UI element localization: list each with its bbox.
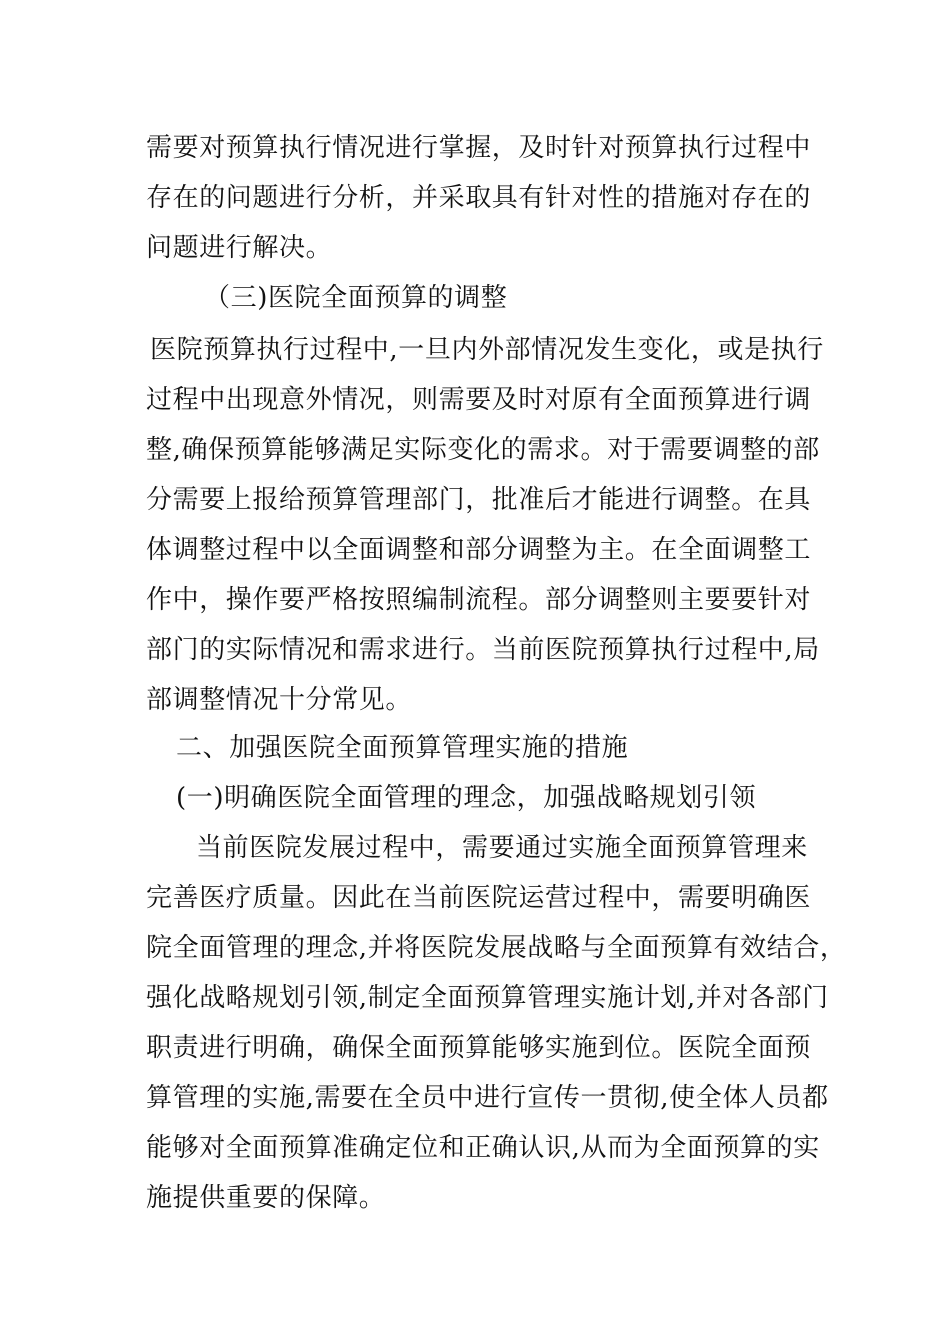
- paragraph-line: 院全面管理的理念,并将医院发展战略与全面预算有效结合，: [146, 933, 847, 963]
- paragraph-line: 能够对全面预算准确定位和正确认识,从而为全面预算的实: [146, 1133, 820, 1163]
- paragraph-line: 职责进行明确，确保全面预算能够实施到位。医院全面预: [146, 1033, 812, 1063]
- paragraph-line: 问题进行解决。: [146, 233, 333, 263]
- paragraph-line: 作中，操作要严格按照编制流程。部分调整则主要要针对: [146, 585, 812, 615]
- paragraph-line: 医院预算执行过程中,一旦内外部情况发生变化，或是执行: [150, 335, 824, 365]
- paragraph-line: 算管理的实施,需要在全员中进行宣传一贯彻,使全体人员都: [146, 1083, 829, 1113]
- section-heading: 二、加强医院全面预算管理实施的措施: [176, 733, 629, 763]
- paragraph-line: 当前医院发展过程中，需要通过实施全面预算管理来: [196, 833, 808, 863]
- paragraph-line: 强化战略规划引领,制定全面预算管理实施计划,并对各部门: [146, 983, 829, 1013]
- paragraph-line: 体调整过程中以全面调整和部分调整为主。在全面调整工: [146, 535, 812, 565]
- paragraph-line: 需要对预算执行情况进行掌握，及时针对预算执行过程中: [146, 133, 812, 163]
- paragraph-line: 整,确保预算能够满足实际变化的需求。对于需要调整的部: [146, 435, 820, 465]
- section-heading: （三)医院全面预算的调整: [204, 283, 508, 313]
- paragraph-line: 存在的问题进行分析，并采取具有针对性的措施对存在的: [146, 183, 812, 213]
- paragraph-line: 完善医疗质量。因此在当前医院运营过程中，需要明确医: [146, 883, 812, 913]
- paragraph-line: 部门的实际情况和需求进行。当前医院预算执行过程中,局: [146, 635, 820, 665]
- subsection-heading: (一)明确医院全面管理的理念，加强战略规划引领: [176, 783, 757, 813]
- paragraph-line: 施提供重要的保障。: [146, 1183, 386, 1213]
- paragraph-line: 部调整情况十分常见。: [146, 685, 413, 715]
- paragraph-line: 分需要上报给预算管理部门，批准后才能进行调整。在具: [146, 485, 812, 515]
- paragraph-line: 过程中出现意外情况，则需要及时对原有全面预算进行调: [146, 385, 812, 415]
